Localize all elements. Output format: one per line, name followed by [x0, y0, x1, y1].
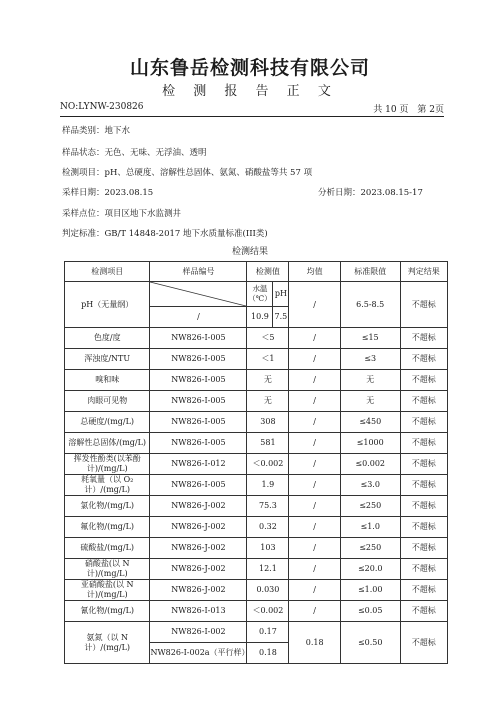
cell-mean: 0.18 [289, 622, 341, 664]
cell-item: 总硬度/(mg/L) [65, 412, 150, 433]
cell-item: 浑浊度/NTU [65, 349, 150, 370]
cell-value: 0.18 [247, 643, 289, 664]
cell-ph-value: 7.5 [273, 307, 289, 328]
cell-item: 氟化物/(mg/L) [65, 517, 150, 538]
cell-item: 嗅和味 [65, 370, 150, 391]
analysis-date: 分析日期：2023.08.15-17 [318, 188, 423, 198]
cell-sample-diagonal [150, 282, 247, 307]
cell-sample: NW826-I-005 [150, 475, 247, 496]
header-mean: 均值 [289, 262, 341, 282]
cell-value: 581 [247, 433, 289, 454]
table-title: 检测结果 [231, 247, 268, 257]
cell-mean: / [289, 328, 341, 349]
cell-sample: NW826-I-005 [150, 328, 247, 349]
report-number: NO:LYNW-230826 [60, 102, 144, 112]
cell-value: 0.32 [247, 517, 289, 538]
table-row [65, 517, 448, 538]
cell-item: 氯化物/(mg/L) [65, 496, 150, 517]
cell-mean: / [289, 601, 341, 622]
results-table [64, 261, 448, 664]
results-body [65, 328, 448, 622]
cell-limit: ≤0.05 [340, 601, 400, 622]
table-row [65, 559, 448, 580]
table-row [65, 328, 448, 349]
header-item: 检测项目 [65, 262, 150, 282]
cell-result: 不超标 [400, 622, 448, 664]
header-result: 判定结果 [400, 262, 448, 282]
cell-result: 不超标 [400, 496, 448, 517]
sampling-date: 采样日期：2023.08.15 [62, 188, 154, 198]
cell-item: 氰化物/(mg/L) [65, 601, 150, 622]
cell-item: 色度/度 [65, 328, 150, 349]
header-value: 检测值 [247, 262, 289, 282]
cell-result: 不超标 [400, 328, 448, 349]
table-row [65, 391, 448, 412]
cell-item: 亚硝酸盐(以 N 计)/(mg/L) [65, 580, 150, 601]
cell-value: ＜0.002 [247, 454, 289, 475]
cell-mean: / [289, 454, 341, 475]
table-row [65, 349, 448, 370]
cell-sample: NW826-J-002 [150, 538, 247, 559]
cell-sample: NW826-I-012 [150, 454, 247, 475]
sample-state: 样品状态：无色、无味、无浮油、透明 [62, 148, 207, 158]
cell-result: 不超标 [400, 349, 448, 370]
seal-stamp [468, 600, 482, 710]
cell-result: 不超标 [400, 580, 448, 601]
cell-sample: / [150, 307, 247, 328]
cell-result: 不超标 [400, 559, 448, 580]
cell-limit: ≤1000 [340, 433, 400, 454]
table-header-row [65, 262, 448, 282]
table-row-ammonia [65, 622, 448, 643]
cell-value: 0.030 [247, 580, 289, 601]
table-row-ph-sub [65, 282, 448, 307]
table-row [65, 370, 448, 391]
cell-value: 75.3 [247, 496, 289, 517]
cell-sample: NW826-I-005 [150, 412, 247, 433]
header-divider [60, 116, 444, 117]
cell-item: 挥发性酚类(以苯酚计)/(mg/L) [65, 454, 150, 475]
sampling-point: 采样点位：项目区地下水监测井 [62, 209, 182, 219]
report-title: 检 测 报 告 正 文 [162, 84, 338, 99]
cell-item: 硝酸盐(以 N 计)/(mg/L) [65, 559, 150, 580]
cell-limit: 6.5-8.5 [340, 282, 400, 328]
cell-mean: / [289, 282, 341, 328]
cell-mean: / [289, 391, 341, 412]
cell-mean: / [289, 433, 341, 454]
cell-item: 溶解性总固体/(mg/L) [65, 433, 150, 454]
cell-ph-header: pH [273, 282, 289, 307]
cell-value: 308 [247, 412, 289, 433]
cell-limit: ≤1.00 [340, 580, 400, 601]
cell-sample: NW826-I-002a（平行样） [150, 643, 247, 664]
cell-limit: ≤0.002 [340, 454, 400, 475]
table-row [65, 496, 448, 517]
cell-limit: ≤1.0 [340, 517, 400, 538]
cell-sample: NW826-I-002 [150, 622, 247, 643]
cell-value: ＜5 [247, 328, 289, 349]
header-limit: 标准限值 [340, 262, 400, 282]
table-row [65, 433, 448, 454]
cell-limit: ≤3.0 [340, 475, 400, 496]
cell-limit: ≤20.0 [340, 559, 400, 580]
cell-result: 不超标 [400, 282, 448, 328]
cell-limit: ≤450 [340, 412, 400, 433]
test-items: 检测项目：pH、总硬度、溶解性总固体、氨氮、硝酸盐等共 57 项 [62, 168, 313, 178]
cell-limit: 无 [340, 391, 400, 412]
cell-mean: / [289, 559, 341, 580]
cell-water-temp: 10.9 [247, 307, 273, 328]
cell-mean: / [289, 496, 341, 517]
cell-sample: NW826-J-002 [150, 580, 247, 601]
cell-sample: NW826-J-002 [150, 559, 247, 580]
cell-limit: ≤250 [340, 538, 400, 559]
company-name: 山东鲁岳检测科技有限公司 [129, 57, 370, 79]
cell-value: 无 [247, 391, 289, 412]
cell-result: 不超标 [400, 538, 448, 559]
cell-result: 不超标 [400, 454, 448, 475]
cell-value: 12.1 [247, 559, 289, 580]
cell-mean: / [289, 538, 341, 559]
cell-value: 103 [247, 538, 289, 559]
cell-item: 肉眼可见物 [65, 391, 150, 412]
cell-result: 不超标 [400, 433, 448, 454]
judgement-standard: 判定标准：GB/T 14848-2017 地下水质量标准(III类) [62, 229, 268, 239]
cell-item: 硫酸盐/(mg/L) [65, 538, 150, 559]
cell-result: 不超标 [400, 412, 448, 433]
report-header-line [60, 102, 444, 115]
table-row [65, 601, 448, 622]
cell-limit: ≤0.50 [340, 622, 400, 664]
diagonal-line [150, 282, 246, 306]
cell-mean: / [289, 517, 341, 538]
cell-sample: NW826-I-005 [150, 433, 247, 454]
cell-mean: / [289, 370, 341, 391]
cell-sample: NW826-I-005 [150, 391, 247, 412]
cell-limit: ≤15 [340, 328, 400, 349]
cell-value: 0.17 [247, 622, 289, 643]
cell-limit: ≤3 [340, 349, 400, 370]
cell-mean: / [289, 349, 341, 370]
table-row [65, 412, 448, 433]
cell-value: 无 [247, 370, 289, 391]
cell-limit: ≤250 [340, 496, 400, 517]
cell-result: 不超标 [400, 475, 448, 496]
cell-sample: NW826-I-013 [150, 601, 247, 622]
cell-value: 1.9 [247, 475, 289, 496]
table-row [65, 475, 448, 496]
cell-item: 耗氧量（以 O₂计）/(mg/L) [65, 475, 150, 496]
cell-result: 不超标 [400, 601, 448, 622]
cell-value: ＜0.002 [247, 601, 289, 622]
page-info: 共 10 页 第 2页 [373, 105, 444, 115]
cell-mean: / [289, 475, 341, 496]
table-row [65, 580, 448, 601]
cell-item: 氨氮（以 N 计）/(mg/L) [65, 622, 150, 664]
cell-sample: NW826-I-005 [150, 349, 247, 370]
cell-limit: 无 [340, 370, 400, 391]
cell-result: 不超标 [400, 517, 448, 538]
cell-item: pH（无量纲） [65, 282, 150, 328]
cell-sample: NW826-J-002 [150, 496, 247, 517]
cell-sample: NW826-I-005 [150, 370, 247, 391]
header-sample: 样品编号 [150, 262, 247, 282]
cell-mean: / [289, 580, 341, 601]
cell-result: 不超标 [400, 370, 448, 391]
cell-sample: NW826-J-002 [150, 517, 247, 538]
cell-water-temp-header: 水温（℃） [247, 282, 273, 307]
table-row [65, 538, 448, 559]
cell-result: 不超标 [400, 391, 448, 412]
cell-value: ＜1 [247, 349, 289, 370]
cell-mean: / [289, 412, 341, 433]
sample-type: 样品类别：地下水 [62, 126, 131, 136]
table-row [65, 454, 448, 475]
